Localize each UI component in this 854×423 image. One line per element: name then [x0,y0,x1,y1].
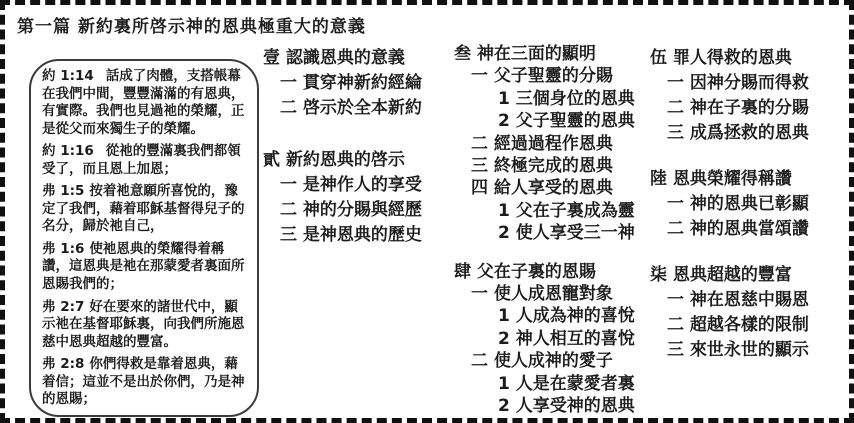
verse [42,356,246,409]
outline-section [454,261,635,418]
outline-section [263,46,422,121]
outline-column-1 [263,46,422,248]
outline-section [650,46,809,146]
outline-item: 三 成爲拯救的恩典 [667,123,809,143]
verse-box [29,59,259,417]
outline-item: 2 使人享受三一神 [498,223,635,244]
verse-ref: 弗 2:7 [42,298,85,315]
outline-item: 二 啓示於全本新約 [280,98,422,118]
verse [42,143,246,178]
outline-item: 2 神人相互的喜悅 [498,328,635,349]
verse [42,183,246,236]
outline-item: 一 父子聖靈的分賜 [471,66,613,87]
verse [42,241,246,294]
outline-section [263,148,422,248]
outline-item: 二 經過過程作恩典 [471,133,613,154]
section-heading: 叁 神在三面的顯明 [454,44,596,64]
verse-ref: 約 1:14 [42,68,94,84]
outline-column-2 [454,43,635,418]
outline-section [650,167,809,242]
verse-text: 話成了肉體，支搭帳幕在我們中間，豐豐滿滿的有恩典，有實際。我們也見過祂的榮耀，正是從父而來獨生子的榮耀。 [42,68,245,137]
verse-ref: 約 1:16 [42,143,94,160]
section-heading: 貳 新約恩典的啓示 [263,150,405,170]
verse-text: 你們得救是靠着恩典，藉着信；這並不是出於你們，乃是神的恩賜； [42,356,245,408]
outline-item: 一 貫穿神新約經綸 [280,73,422,93]
verse-text: 使祂恩典的榮耀得着稱讚，這恩典是祂在那蒙愛者裏面所恩賜我們的； [42,240,245,293]
outline-item: 三 終極完成的恩典 [471,156,613,177]
outline-section [650,263,809,363]
outline-item: 二 使人成神的愛子 [471,351,613,372]
outline-item: 一 使人成恩寵對象 [471,284,613,305]
outline-item: 三 是神恩典的歷史 [280,225,422,245]
outline-item: 2 父子聖靈的恩典 [498,111,635,132]
section-heading: 肆 父在子裏的恩賜 [454,261,596,282]
verse [42,68,246,138]
outline-item: 1 三個身位的恩典 [498,88,635,109]
outline-item: 一 神的恩典已彰顯 [667,194,809,214]
page-title: 第一篇 新約裏所啓示神的恩典極重大的意義 [17,17,366,37]
outline-item: 三 來世永世的顯示 [667,340,809,360]
outline-item: 二 超越各樣的限制 [667,315,809,335]
section-heading: 陸 恩典榮耀得稱讚 [650,169,792,189]
verse-text: 按着祂意願所喜悅的，豫定了我們，藉着耶穌基督得兒子的名分，歸於祂自己， [42,183,245,235]
verse-ref: 弗 2:8 [42,356,85,373]
outline-item: 1 人是在蒙愛者裏 [498,373,635,394]
verse-text: 好在要來的諸世代中，顯示祂在基督耶穌裏，向我們所施恩慈中恩典超越的豐富。 [42,298,245,350]
outline-item: 一 是神作人的享受 [280,175,422,195]
outline-item: 二 神在子裏的分賜 [667,98,809,118]
section-heading: 伍 罪人得救的恩典 [650,48,792,68]
outline-item: 二 神的分賜與經歷 [280,200,422,220]
verse-text: 從祂的豐滿裏我們都領受了，而且恩上加恩； [42,143,241,177]
outline-item: 四 給人享受的恩典 [471,178,613,199]
outline-item: 1 父在子裏成為靈 [498,200,635,221]
outline-item: 一 神在恩慈中賜恩 [667,290,809,310]
outline-column-3 [650,46,809,363]
verse-ref: 弗 1:6 [42,240,85,257]
section-heading: 壹 認識恩典的意義 [263,48,405,68]
outline-section [454,43,635,245]
outline-item: 2 人享受神的恩典 [498,396,635,417]
outline-item: 1 人成為神的喜悅 [498,306,635,327]
verse [42,299,246,352]
verse-ref: 弗 1:5 [42,183,85,200]
section-heading: 柒 恩典超越的豐富 [650,265,792,285]
outline-item: 二 神的恩典當頌讚 [667,219,809,239]
outline-item: 一 因神分賜而得救 [667,73,809,93]
